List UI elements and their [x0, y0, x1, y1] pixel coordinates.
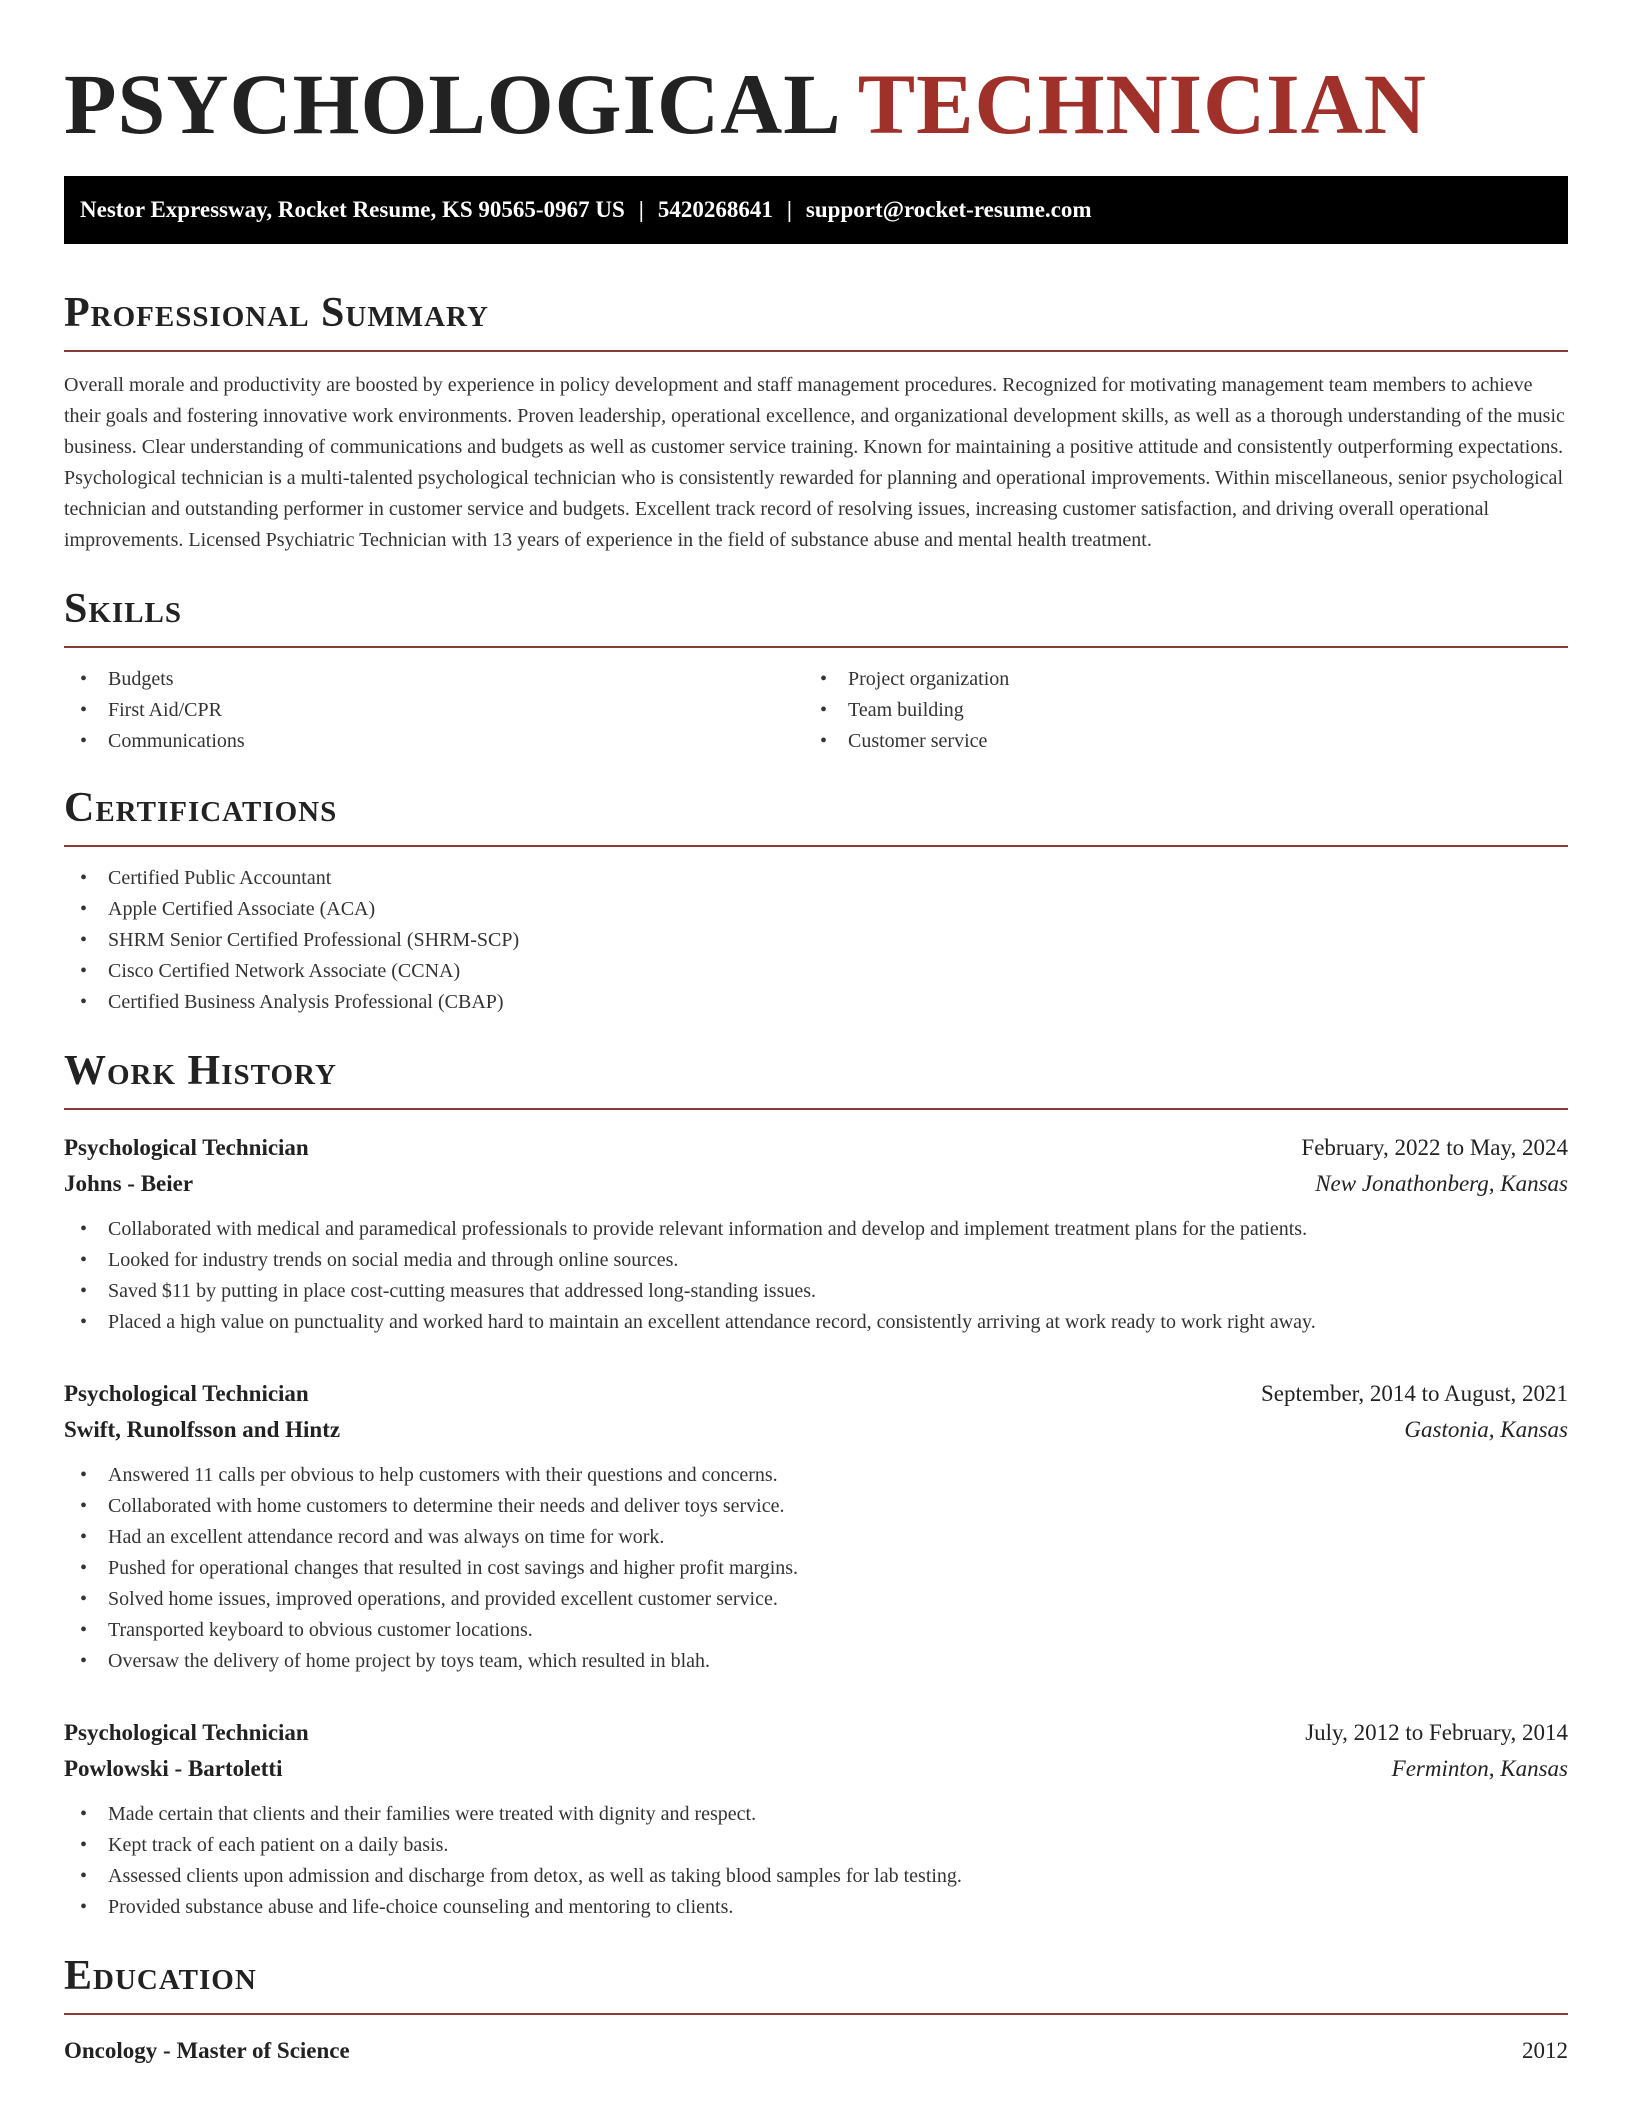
skills-list-left: [64, 664, 804, 757]
section-title-skills: Skills: [64, 584, 1568, 648]
certification-item: • Cisco Certified Network Associate (CCNA): [64, 956, 1568, 987]
job-entry: [64, 1715, 1568, 1923]
job-bullet: • Saved $11 by putting in place cost-cutting measures that addressed long-standing issues.: [64, 1276, 1568, 1307]
job-bullet: • Kept track of each patient on a daily basis.: [64, 1830, 1568, 1861]
skill-item: • First Aid/CPR: [64, 695, 804, 726]
job-title: Psychological Technician: [64, 1381, 309, 1406]
job-entry: [64, 1130, 1568, 1338]
job-bullet: • Assessed clients upon admission and discharge from detox, as well as taking blood samples for lab testing.: [64, 1861, 1568, 1892]
job-bullet: • Placed a high value on punctuality and worked hard to maintain an excellent attendance record, consistently arriving at work ready to work right away.: [64, 1307, 1568, 1338]
job-bullet: • Provided substance abuse and life-choice counseling and mentoring to clients.: [64, 1892, 1568, 1923]
job-bullet: • Answered 11 calls per obvious to help customers with their questions and concerns.: [64, 1460, 1568, 1491]
certification-item: • SHRM Senior Certified Professional (SHRM-SCP): [64, 925, 1568, 956]
skill-item: • Budgets: [64, 664, 804, 695]
job-title: Psychological Technician: [64, 1720, 309, 1745]
resume-page: [64, 0, 1568, 2069]
section-title-certifications: Certifications: [64, 783, 1568, 847]
job-bullets: [64, 1799, 1568, 1923]
job-location: New Jonathonberg, Kansas: [1315, 1171, 1568, 1196]
job-dates: February, 2022 to May, 2024: [1301, 1135, 1568, 1160]
certification-item: • Apple Certified Associate (ACA): [64, 894, 1568, 925]
job-company-row: [64, 1412, 1568, 1448]
skill-item: • Customer service: [804, 726, 1544, 757]
skills-grid: [64, 664, 1568, 757]
job-entry: [64, 1376, 1568, 1677]
job-company: Swift, Runolfsson and Hintz: [64, 1417, 341, 1442]
name-first: PSYCHOLOGICAL: [64, 56, 837, 152]
job-header-row: [64, 1130, 1568, 1166]
contact-phone: 5420268641: [657, 197, 773, 222]
section-title-summary: Professional Summary: [64, 288, 1568, 352]
skills-list-right: [804, 664, 1544, 757]
job-bullet: • Made certain that clients and their families were treated with dignity and respect.: [64, 1799, 1568, 1830]
contact-email[interactable]: support@rocket-resume.com: [805, 197, 1092, 222]
skill-item: • Communications: [64, 726, 804, 757]
certifications-list: [64, 863, 1568, 1018]
job-location: Gastonia, Kansas: [1404, 1417, 1568, 1442]
job-dates: July, 2012 to February, 2014: [1305, 1720, 1568, 1745]
skill-item: • Project organization: [804, 664, 1544, 695]
certification-item: • Certified Business Analysis Professional (CBAP): [64, 987, 1568, 1018]
summary-text: Overall morale and productivity are boosted by experience in policy development and staff management procedures. Recognized for motivating management team members to achieve their goals and fostering innovative work environments. Proven leadership, operational excellence, and organizational development skills, as well as a thorough understanding of the music business. Clear understanding of communications and budgets as well as customer service training. Known for maintaining a positive attitude and consistently outperforming expectations. Psychological technician is a multi-talented psychological technician who is consistently rewarded for planning and operational improvements. Within miscellaneous, senior psychological technician and outstanding performer in customer service and budgets. Excellent track record of resolving issues, increasing customer satisfaction, and driving overall operational improvements. Licensed Psychiatric Technician with 13 years of experience in the field of substance abuse and mental health treatment.: [64, 374, 1565, 551]
job-bullet: • Pushed for operational changes that resulted in cost savings and higher profit margins.: [64, 1553, 1568, 1584]
job-bullet: • Looked for industry trends on social media and through online sources.: [64, 1245, 1568, 1276]
name-last: TECHNICIAN: [857, 56, 1427, 152]
education-row: [64, 2033, 1568, 2069]
education-degree: Oncology - Master of Science: [64, 2038, 350, 2063]
contact-bar: [64, 176, 1568, 244]
education-year: 2012: [1522, 2038, 1568, 2063]
job-header-row: [64, 1715, 1568, 1751]
job-bullet: • Had an excellent attendance record and was always on time for work.: [64, 1522, 1568, 1553]
resume-name: [64, 0, 1568, 152]
job-company-row: [64, 1166, 1568, 1202]
job-company: Powlowski - Bartoletti: [64, 1756, 283, 1781]
job-bullets: [64, 1214, 1568, 1338]
education-entry: [64, 2033, 1568, 2069]
job-title: Psychological Technician: [64, 1135, 309, 1160]
job-company-row: [64, 1751, 1568, 1787]
section-title-work-history: Work History: [64, 1046, 1568, 1110]
job-bullet: • Oversaw the delivery of home project by toys team, which resulted in blah.: [64, 1646, 1568, 1677]
job-bullet: • Collaborated with home customers to determine their needs and deliver toys service.: [64, 1491, 1568, 1522]
job-dates: September, 2014 to August, 2021: [1260, 1381, 1568, 1406]
job-company: Johns - Beier: [64, 1171, 194, 1196]
job-bullet: • Collaborated with medical and paramedical professionals to provide relevant information and develop and implement treatment plans for the patients.: [64, 1214, 1568, 1245]
job-header-row: [64, 1376, 1568, 1412]
contact-address: Nestor Expressway, Rocket Resume, KS 90565-0967 US: [80, 197, 625, 222]
job-bullets: [64, 1460, 1568, 1677]
job-bullet: • Solved home issues, improved operations, and provided excellent customer service.: [64, 1584, 1568, 1615]
job-location: Ferminton, Kansas: [1391, 1756, 1568, 1781]
certification-item: • Certified Public Accountant: [64, 863, 1568, 894]
job-bullet: • Transported keyboard to obvious customer locations.: [64, 1615, 1568, 1646]
contact-separator: |: [638, 197, 644, 222]
skill-item: • Team building: [804, 695, 1544, 726]
section-title-education: Education: [64, 1951, 1568, 2015]
contact-separator: |: [786, 197, 792, 222]
